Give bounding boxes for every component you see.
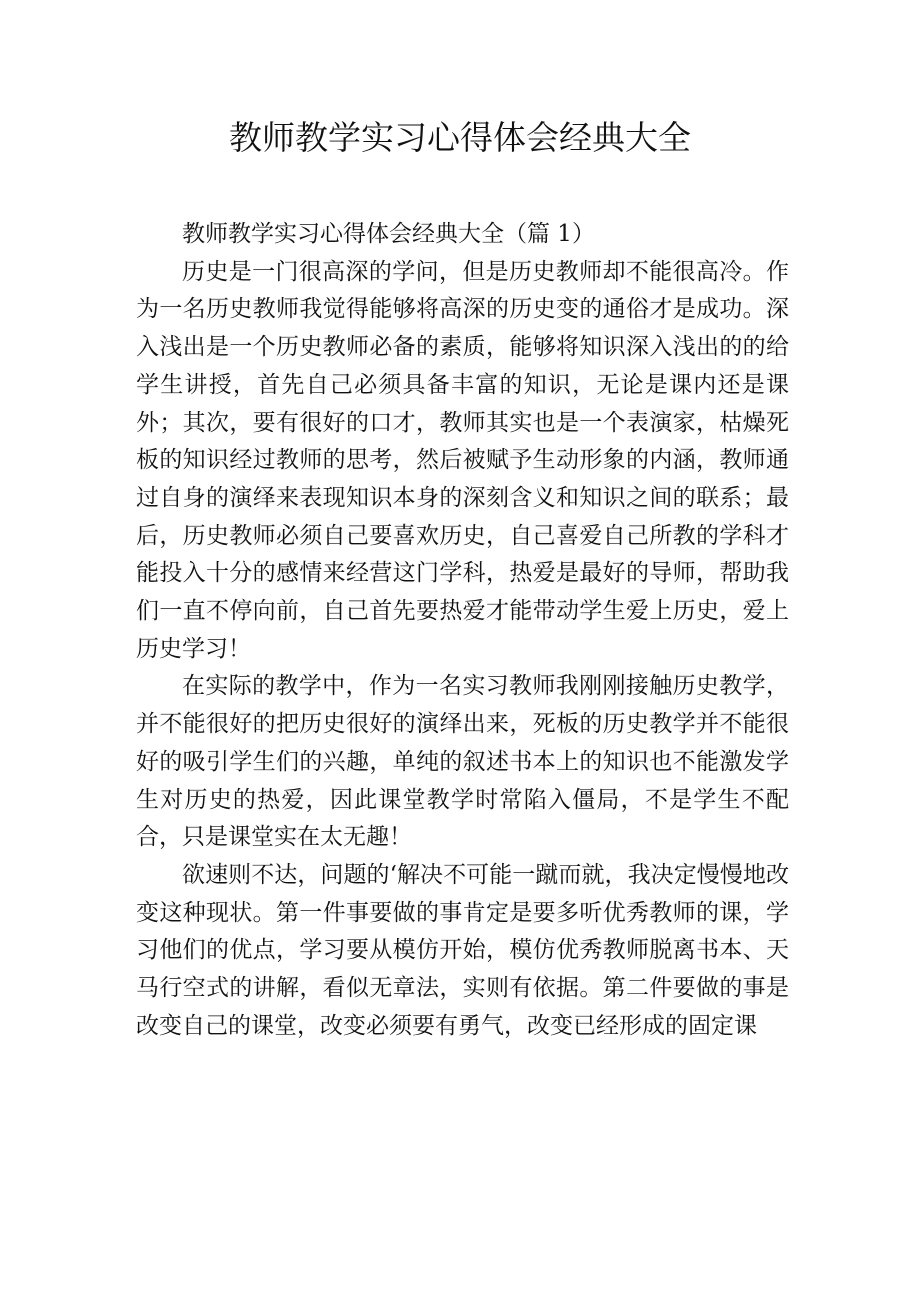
document-body	[136, 216, 789, 1045]
paragraph: 在实际的教学中，作为一名实习教师我刚刚接触历史教学，并不能很好的把历史很好的演绎出来，死板的历史教学并不能很好的吸引学生们的兴趣，单纯的叙述书本上的知识也不能激发学生对历史的热爱，因此课堂教学时常陷入僵局，不是学生不配合，只是课堂实在太无趣！	[136, 673, 789, 851]
section-heading: 教师教学实习心得体会经典大全（篇 1）	[182, 221, 595, 247]
paragraph: 历史是一门很高深的学问，但是历史教师却不能很高冷。作为一名历史教师我觉得能够将高深的历史变的通俗才是成功。深入浅出是一个历史教师必备的素质，能够将知识深入浅出的的给学生讲授，首先自己必须具备丰富的知识，无论是课内还是课外；其次，要有很好的口才，教师其实也是一个表演家，枯燥死板的知识经过教师的思考，然后被赋予生动形象的内涵，教师通过自身的演绎来表现知识本身的深刻含义和知识之间的联系；最后，历史教师必须自己要喜欢历史，自己喜爱自己所教的学科才能投入十分的感情来经营这门学科，热爱是最好的导师，帮助我们一直不停向前，自己首先要热爱才能带动学生爱上历史，爱上历史学习！	[136, 258, 789, 662]
paragraph: 欲速则不达，问题的‘解决不可能一蹴而就，我决定慢慢地改变这种现状。第一件事要做的事肯定是要多听优秀教师的课，学习他们的优点，学习要从模仿开始，模仿优秀教师脱离书本、天马行空式的讲解，看似无章法，实则有依据。第二件要做的事是改变自己的课堂，改变必须要有勇气，改变已经形成的固定课	[136, 861, 789, 1039]
document-title: 教师教学实习心得体会经典大全	[229, 118, 691, 157]
